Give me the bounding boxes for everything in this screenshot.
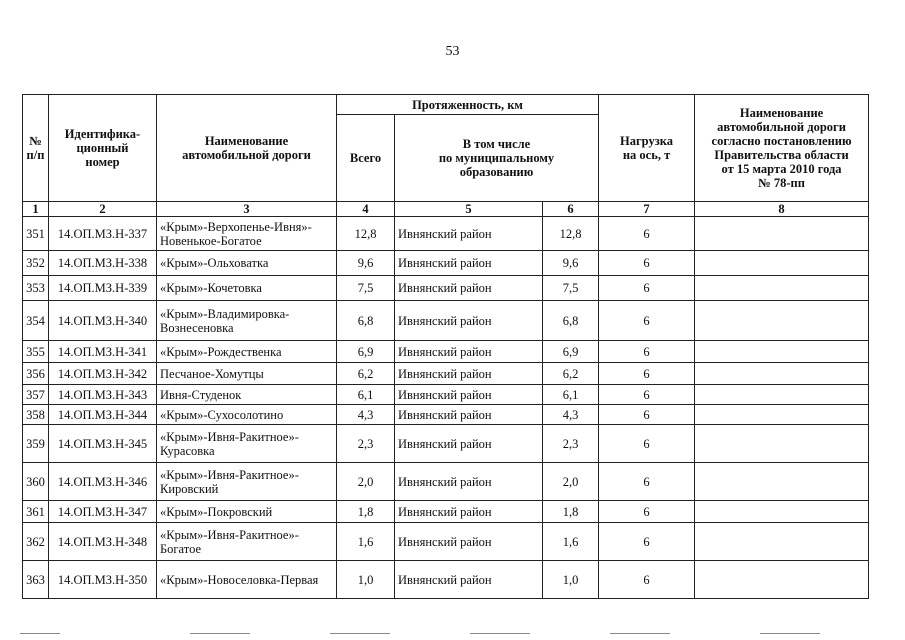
decree-name-cell (695, 385, 869, 405)
decree-name-cell (695, 523, 869, 561)
header-num: № п/п (23, 95, 49, 202)
column-number: 5 (395, 202, 543, 217)
row-number-cell: 355 (23, 341, 49, 363)
table-row (23, 501, 869, 523)
road-name-cell: Ивня-Студенок (157, 385, 337, 405)
table-header (23, 95, 869, 217)
total-length-cell: 4,3 (337, 405, 395, 425)
road-name-cell: «Крым»-Кочетовка (157, 276, 337, 301)
row-number-cell: 357 (23, 385, 49, 405)
header-id: Идентифика- ционный номер (49, 95, 157, 202)
header-road-name: Наименование автомобильной дороги (157, 95, 337, 202)
district-length-cell: 1,8 (543, 501, 599, 523)
total-length-cell: 12,8 (337, 217, 395, 251)
road-id-cell: 14.ОП.МЗ.Н-341 (49, 341, 157, 363)
road-name-cell: Песчаное-Хомутцы (157, 363, 337, 385)
road-id-cell: 14.ОП.МЗ.Н-339 (49, 276, 157, 301)
road-id-cell: 14.ОП.МЗ.Н-345 (49, 425, 157, 463)
row-number-cell: 359 (23, 425, 49, 463)
column-number: 7 (599, 202, 695, 217)
total-length-cell: 9,6 (337, 251, 395, 276)
road-id-cell: 14.ОП.МЗ.Н-350 (49, 561, 157, 599)
district-name-cell: Ивнянский район (395, 405, 543, 425)
table-row (23, 561, 869, 599)
road-id-cell: 14.ОП.МЗ.Н-338 (49, 251, 157, 276)
table-row (23, 276, 869, 301)
total-length-cell: 6,8 (337, 301, 395, 341)
row-number-cell: 353 (23, 276, 49, 301)
column-number: 4 (337, 202, 395, 217)
axle-load-cell: 6 (599, 561, 695, 599)
road-id-cell: 14.ОП.МЗ.Н-343 (49, 385, 157, 405)
decree-name-cell (695, 561, 869, 599)
total-length-cell: 1,8 (337, 501, 395, 523)
road-name-cell: «Крым»-Верхопенье-Ивня»-Новенькое-Богатое (157, 217, 337, 251)
district-length-cell: 4,3 (543, 405, 599, 425)
district-length-cell: 12,8 (543, 217, 599, 251)
axle-load-cell: 6 (599, 217, 695, 251)
row-number-cell: 363 (23, 561, 49, 599)
row-number-cell: 351 (23, 217, 49, 251)
header-decree-name: Наименование автомобильной дороги согласно постановлению Правительства области от 15 марта 2010 года № 78-пп (695, 95, 869, 202)
row-number-cell: 358 (23, 405, 49, 425)
road-name-cell: «Крым»-Владимировка-Вознесеновка (157, 301, 337, 341)
axle-load-cell: 6 (599, 501, 695, 523)
axle-load-cell: 6 (599, 425, 695, 463)
road-name-cell: «Крым»-Покровский (157, 501, 337, 523)
column-number: 2 (49, 202, 157, 217)
decree-name-cell (695, 501, 869, 523)
district-length-cell: 6,9 (543, 341, 599, 363)
total-length-cell: 1,0 (337, 561, 395, 599)
row-number-cell: 360 (23, 463, 49, 501)
district-name-cell: Ивнянский район (395, 501, 543, 523)
district-name-cell: Ивнянский район (395, 301, 543, 341)
page-bottom-rule (0, 633, 905, 635)
district-name-cell: Ивнянский район (395, 385, 543, 405)
total-length-cell: 7,5 (337, 276, 395, 301)
table-row (23, 251, 869, 276)
total-length-cell: 2,3 (337, 425, 395, 463)
table-row (23, 425, 869, 463)
road-name-cell: «Крым»-Ивня-Ракитное»-Богатое (157, 523, 337, 561)
district-name-cell: Ивнянский район (395, 363, 543, 385)
district-length-cell: 2,3 (543, 425, 599, 463)
district-length-cell: 1,6 (543, 523, 599, 561)
table-row (23, 405, 869, 425)
district-length-cell: 9,6 (543, 251, 599, 276)
header-axle-load: Нагрузка на ось, т (599, 95, 695, 202)
road-name-cell: «Крым»-Ивня-Ракитное»-Кировский (157, 463, 337, 501)
decree-name-cell (695, 301, 869, 341)
total-length-cell: 2,0 (337, 463, 395, 501)
district-name-cell: Ивнянский район (395, 341, 543, 363)
table-row (23, 363, 869, 385)
total-length-cell: 1,6 (337, 523, 395, 561)
road-id-cell: 14.ОП.МЗ.Н-347 (49, 501, 157, 523)
district-name-cell: Ивнянский район (395, 251, 543, 276)
road-id-cell: 14.ОП.МЗ.Н-344 (49, 405, 157, 425)
table-body (23, 217, 869, 599)
header-total: Всего (337, 115, 395, 202)
roads-table (22, 94, 869, 599)
column-number: 6 (543, 202, 599, 217)
table-row (23, 523, 869, 561)
road-id-cell: 14.ОП.МЗ.Н-337 (49, 217, 157, 251)
table-row (23, 385, 869, 405)
decree-name-cell (695, 217, 869, 251)
district-length-cell: 6,2 (543, 363, 599, 385)
header-length-group: Протяженность, км (337, 95, 599, 115)
column-number: 3 (157, 202, 337, 217)
total-length-cell: 6,9 (337, 341, 395, 363)
table-row (23, 463, 869, 501)
decree-name-cell (695, 463, 869, 501)
row-number-cell: 361 (23, 501, 49, 523)
row-number-cell: 362 (23, 523, 49, 561)
district-length-cell: 1,0 (543, 561, 599, 599)
road-name-cell: «Крым»-Ивня-Ракитное»-Курасовка (157, 425, 337, 463)
road-name-cell: «Крым»-Новоселовка-Первая (157, 561, 337, 599)
total-length-cell: 6,2 (337, 363, 395, 385)
decree-name-cell (695, 363, 869, 385)
page-number: 53 (445, 44, 460, 59)
table-row (23, 217, 869, 251)
axle-load-cell: 6 (599, 405, 695, 425)
decree-name-cell (695, 425, 869, 463)
district-length-cell: 6,8 (543, 301, 599, 341)
road-id-cell: 14.ОП.МЗ.Н-346 (49, 463, 157, 501)
decree-name-cell (695, 341, 869, 363)
road-name-cell: «Крым»-Сухосолотино (157, 405, 337, 425)
row-number-cell: 352 (23, 251, 49, 276)
axle-load-cell: 6 (599, 276, 695, 301)
row-number-cell: 356 (23, 363, 49, 385)
road-id-cell: 14.ОП.МЗ.Н-348 (49, 523, 157, 561)
district-length-cell: 2,0 (543, 463, 599, 501)
road-id-cell: 14.ОП.МЗ.Н-340 (49, 301, 157, 341)
column-number: 1 (23, 202, 49, 217)
axle-load-cell: 6 (599, 463, 695, 501)
header-including: В том числе по муниципальному образованию (395, 115, 599, 202)
column-number: 8 (695, 202, 869, 217)
row-number-cell: 354 (23, 301, 49, 341)
district-name-cell: Ивнянский район (395, 425, 543, 463)
decree-name-cell (695, 405, 869, 425)
district-length-cell: 6,1 (543, 385, 599, 405)
road-id-cell: 14.ОП.МЗ.Н-342 (49, 363, 157, 385)
district-name-cell: Ивнянский район (395, 217, 543, 251)
axle-load-cell: 6 (599, 385, 695, 405)
axle-load-cell: 6 (599, 251, 695, 276)
road-name-cell: «Крым»-Ольховатка (157, 251, 337, 276)
axle-load-cell: 6 (599, 341, 695, 363)
district-name-cell: Ивнянский район (395, 561, 543, 599)
table-row (23, 341, 869, 363)
district-name-cell: Ивнянский район (395, 523, 543, 561)
district-name-cell: Ивнянский район (395, 276, 543, 301)
decree-name-cell (695, 251, 869, 276)
district-length-cell: 7,5 (543, 276, 599, 301)
column-number-row (23, 202, 869, 217)
district-name-cell: Ивнянский район (395, 463, 543, 501)
axle-load-cell: 6 (599, 523, 695, 561)
road-name-cell: «Крым»-Рождественка (157, 341, 337, 363)
total-length-cell: 6,1 (337, 385, 395, 405)
table-row (23, 301, 869, 341)
decree-name-cell (695, 276, 869, 301)
axle-load-cell: 6 (599, 363, 695, 385)
axle-load-cell: 6 (599, 301, 695, 341)
